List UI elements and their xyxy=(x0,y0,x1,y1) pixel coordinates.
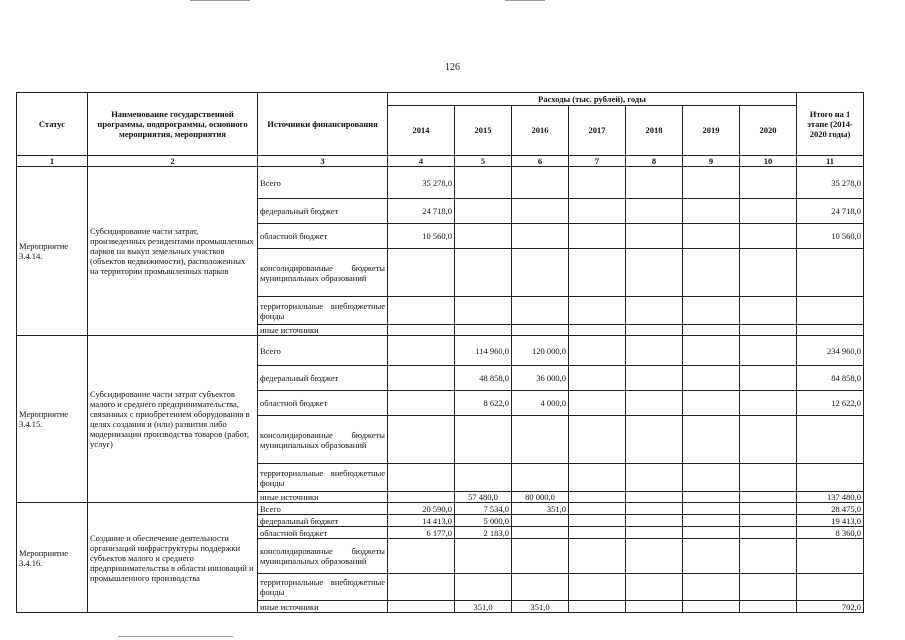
funding-source: территориальные внебюджетные фонды xyxy=(258,574,388,601)
value-2015: 5 000,0 xyxy=(455,515,512,527)
value-2015: 57 480,0 xyxy=(455,492,512,503)
value-2020 xyxy=(740,464,797,492)
value-2018 xyxy=(626,503,683,515)
value-2018 xyxy=(626,224,683,249)
column-number-1: 1 xyxy=(17,156,88,167)
value-2014 xyxy=(388,601,455,613)
value-2020 xyxy=(740,574,797,601)
value-total: 84 858,0 xyxy=(797,366,864,391)
column-number-10: 10 xyxy=(740,156,797,167)
value-2019 xyxy=(683,574,740,601)
value-2019 xyxy=(683,297,740,325)
value-2014 xyxy=(388,297,455,325)
value-2017 xyxy=(569,574,626,601)
value-total xyxy=(797,297,864,325)
funding-source: Всего xyxy=(258,336,388,366)
value-total: 702,0 xyxy=(797,601,864,613)
value-total xyxy=(797,416,864,464)
value-2014 xyxy=(388,249,455,297)
column-number-2: 2 xyxy=(88,156,258,167)
value-2014: 24 718,0 xyxy=(388,199,455,224)
value-2017 xyxy=(569,224,626,249)
value-2020 xyxy=(740,224,797,249)
value-total: 28 475,0 xyxy=(797,503,864,515)
value-2020 xyxy=(740,297,797,325)
value-2016 xyxy=(512,167,569,199)
event-status: Мероприятие 3.4.15. xyxy=(17,336,88,503)
value-2020 xyxy=(740,539,797,574)
funding-source: консолидированные бюджеты муниципальных образований xyxy=(258,416,388,464)
value-2015: 114 960,0 xyxy=(455,336,512,366)
header-total: Итого на 1 этапе (2014-2020 годы) xyxy=(797,93,864,156)
value-2015 xyxy=(455,416,512,464)
column-number-6: 6 xyxy=(512,156,569,167)
value-2017 xyxy=(569,503,626,515)
value-2019 xyxy=(683,224,740,249)
value-2019 xyxy=(683,492,740,503)
value-2016 xyxy=(512,416,569,464)
value-2018 xyxy=(626,574,683,601)
value-2018 xyxy=(626,492,683,503)
funding-source: областной бюджет xyxy=(258,527,388,539)
value-2018 xyxy=(626,167,683,199)
funding-source: территориальные внебюджетные фонды xyxy=(258,297,388,325)
value-2015 xyxy=(455,297,512,325)
header-year-2020: 2020 xyxy=(740,106,797,156)
value-2014 xyxy=(388,391,455,416)
value-2014 xyxy=(388,539,455,574)
value-2015: 351,0 xyxy=(455,601,512,613)
value-2015 xyxy=(455,249,512,297)
header-status: Статус xyxy=(17,93,88,156)
value-total: 35 278,0 xyxy=(797,167,864,199)
value-2014 xyxy=(388,416,455,464)
scan-line-bottom xyxy=(118,636,233,637)
value-2014 xyxy=(388,366,455,391)
column-number-11: 11 xyxy=(797,156,864,167)
value-2018 xyxy=(626,366,683,391)
value-2019 xyxy=(683,515,740,527)
value-2016 xyxy=(512,297,569,325)
column-number-4: 4 xyxy=(388,156,455,167)
value-2019 xyxy=(683,167,740,199)
value-2016: 351,0 xyxy=(512,503,569,515)
value-2020 xyxy=(740,325,797,336)
value-2016: 80 000,0 xyxy=(512,492,569,503)
value-2019 xyxy=(683,366,740,391)
value-2020 xyxy=(740,167,797,199)
column-number-7: 7 xyxy=(569,156,626,167)
value-2017 xyxy=(569,539,626,574)
value-2019 xyxy=(683,601,740,613)
value-2016 xyxy=(512,325,569,336)
value-2017 xyxy=(569,527,626,539)
funding-source: федеральный бюджет xyxy=(258,515,388,527)
value-2018 xyxy=(626,336,683,366)
value-2017 xyxy=(569,416,626,464)
value-2015 xyxy=(455,224,512,249)
column-number-9: 9 xyxy=(683,156,740,167)
value-2019 xyxy=(683,539,740,574)
value-2020 xyxy=(740,515,797,527)
value-2019 xyxy=(683,391,740,416)
header-year-2019: 2019 xyxy=(683,106,740,156)
value-2017 xyxy=(569,249,626,297)
value-total xyxy=(797,325,864,336)
value-2018 xyxy=(626,325,683,336)
value-2015 xyxy=(455,539,512,574)
value-2016 xyxy=(512,574,569,601)
header-year-2017: 2017 xyxy=(569,106,626,156)
value-2020 xyxy=(740,199,797,224)
value-2016: 4 000,0 xyxy=(512,391,569,416)
value-2016 xyxy=(512,224,569,249)
funding-source: территориальные внебюджетные фонды xyxy=(258,464,388,492)
value-2020 xyxy=(740,527,797,539)
value-2018 xyxy=(626,515,683,527)
value-2015: 48 858,0 xyxy=(455,366,512,391)
header-name: Наименование государственной программы, подпрограммы, основного мероприятия, мероприятия xyxy=(88,93,258,156)
value-2017 xyxy=(569,601,626,613)
value-2020 xyxy=(740,601,797,613)
value-total: 234 960,0 xyxy=(797,336,864,366)
value-2014: 6 177,0 xyxy=(388,527,455,539)
value-2018 xyxy=(626,601,683,613)
funding-source: областной бюджет xyxy=(258,224,388,249)
event-description: Субсидирование части затрат субъектов малого и среднего предпринимательства, связанных с приобретением оборудования в целях создания и (или) развития либо модернизации производства товаров (работ, услуг) xyxy=(88,336,258,503)
value-2020 xyxy=(740,492,797,503)
value-2019 xyxy=(683,249,740,297)
header-expenses: Расходы (тыс. рублей), годы xyxy=(388,93,797,106)
value-2015 xyxy=(455,167,512,199)
header-year-2014: 2014 xyxy=(388,106,455,156)
funding-source: консолидированные бюджеты муниципальных образований xyxy=(258,249,388,297)
value-2019 xyxy=(683,199,740,224)
value-2015: 7 534,0 xyxy=(455,503,512,515)
scan-line-top-left xyxy=(190,0,250,1)
value-2019 xyxy=(683,527,740,539)
event-description: Субсидирование части затрат, произведенных резидентами промышленных парков на выкуп земельных участков (объектов недвижимости), расположенных на территории промышленных парков xyxy=(88,167,258,336)
column-number-5: 5 xyxy=(455,156,512,167)
value-2018 xyxy=(626,391,683,416)
value-2017 xyxy=(569,492,626,503)
table-row xyxy=(17,503,864,515)
value-2017 xyxy=(569,391,626,416)
value-total: 19 413,0 xyxy=(797,515,864,527)
value-2014 xyxy=(388,336,455,366)
budget-table xyxy=(16,92,864,613)
value-2016: 36 000,0 xyxy=(512,366,569,391)
value-total: 24 718,0 xyxy=(797,199,864,224)
value-total: 12 622,0 xyxy=(797,391,864,416)
header-year-2018: 2018 xyxy=(626,106,683,156)
value-2017 xyxy=(569,167,626,199)
value-2018 xyxy=(626,249,683,297)
funding-source: Всего xyxy=(258,167,388,199)
value-total xyxy=(797,574,864,601)
event-status: Мероприятие 3.4.14. xyxy=(17,167,88,336)
value-total: 10 560,0 xyxy=(797,224,864,249)
header-year-2016: 2016 xyxy=(512,106,569,156)
value-2016 xyxy=(512,539,569,574)
event-status: Мероприятие 3.4.16. xyxy=(17,503,88,613)
funding-source: федеральный бюджет xyxy=(258,366,388,391)
value-2018 xyxy=(626,527,683,539)
value-2017 xyxy=(569,199,626,224)
event-description: Создание и обеспечение деятельности организаций инфраструктуры поддержки субъектов малого и среднего предпринимательства в области инноваций и промышленного производства xyxy=(88,503,258,613)
value-2020 xyxy=(740,336,797,366)
value-2015: 2 183,0 xyxy=(455,527,512,539)
value-2014: 20 590,0 xyxy=(388,503,455,515)
value-total xyxy=(797,464,864,492)
header-year-2015: 2015 xyxy=(455,106,512,156)
table-row xyxy=(17,336,864,366)
value-2017 xyxy=(569,515,626,527)
funding-source: Всего xyxy=(258,503,388,515)
value-2020 xyxy=(740,249,797,297)
value-2018 xyxy=(626,539,683,574)
value-2019 xyxy=(683,503,740,515)
value-2017 xyxy=(569,366,626,391)
value-2016: 351,0 xyxy=(512,601,569,613)
value-2020 xyxy=(740,503,797,515)
header-sources: Источники финансирования xyxy=(258,93,388,156)
value-2014 xyxy=(388,325,455,336)
value-2014: 14 413,0 xyxy=(388,515,455,527)
value-2019 xyxy=(683,416,740,464)
scan-line-top-right xyxy=(505,0,545,1)
value-2020 xyxy=(740,366,797,391)
column-number-8: 8 xyxy=(626,156,683,167)
value-2016: 120 000,0 xyxy=(512,336,569,366)
funding-source: иные источники xyxy=(258,601,388,613)
value-2015 xyxy=(455,325,512,336)
value-2017 xyxy=(569,325,626,336)
value-2016 xyxy=(512,527,569,539)
table-row xyxy=(17,167,864,199)
value-2018 xyxy=(626,199,683,224)
page-number: 126 xyxy=(445,62,460,73)
value-2016 xyxy=(512,249,569,297)
value-2014: 35 278,0 xyxy=(388,167,455,199)
value-total xyxy=(797,539,864,574)
value-2015 xyxy=(455,574,512,601)
value-2015 xyxy=(455,199,512,224)
value-2016 xyxy=(512,199,569,224)
value-2019 xyxy=(683,325,740,336)
funding-source: областной бюджет xyxy=(258,391,388,416)
funding-source: консолидированные бюджеты муниципальных образований xyxy=(258,539,388,574)
value-2014 xyxy=(388,574,455,601)
value-2018 xyxy=(626,297,683,325)
value-2017 xyxy=(569,336,626,366)
funding-source: иные источники xyxy=(258,325,388,336)
value-2016 xyxy=(512,515,569,527)
funding-source: иные источники xyxy=(258,492,388,503)
value-2019 xyxy=(683,464,740,492)
funding-source: федеральный бюджет xyxy=(258,199,388,224)
value-2020 xyxy=(740,391,797,416)
value-2017 xyxy=(569,297,626,325)
value-2020 xyxy=(740,416,797,464)
value-2019 xyxy=(683,336,740,366)
column-number-3: 3 xyxy=(258,156,388,167)
value-2015: 8 622,0 xyxy=(455,391,512,416)
value-2015 xyxy=(455,464,512,492)
value-2018 xyxy=(626,416,683,464)
value-2014 xyxy=(388,464,455,492)
value-total xyxy=(797,249,864,297)
value-total: 137 480,0 xyxy=(797,492,864,503)
value-2017 xyxy=(569,464,626,492)
value-total: 8 360,0 xyxy=(797,527,864,539)
value-2014 xyxy=(388,492,455,503)
value-2018 xyxy=(626,464,683,492)
value-2016 xyxy=(512,464,569,492)
value-2014: 10 560,0 xyxy=(388,224,455,249)
